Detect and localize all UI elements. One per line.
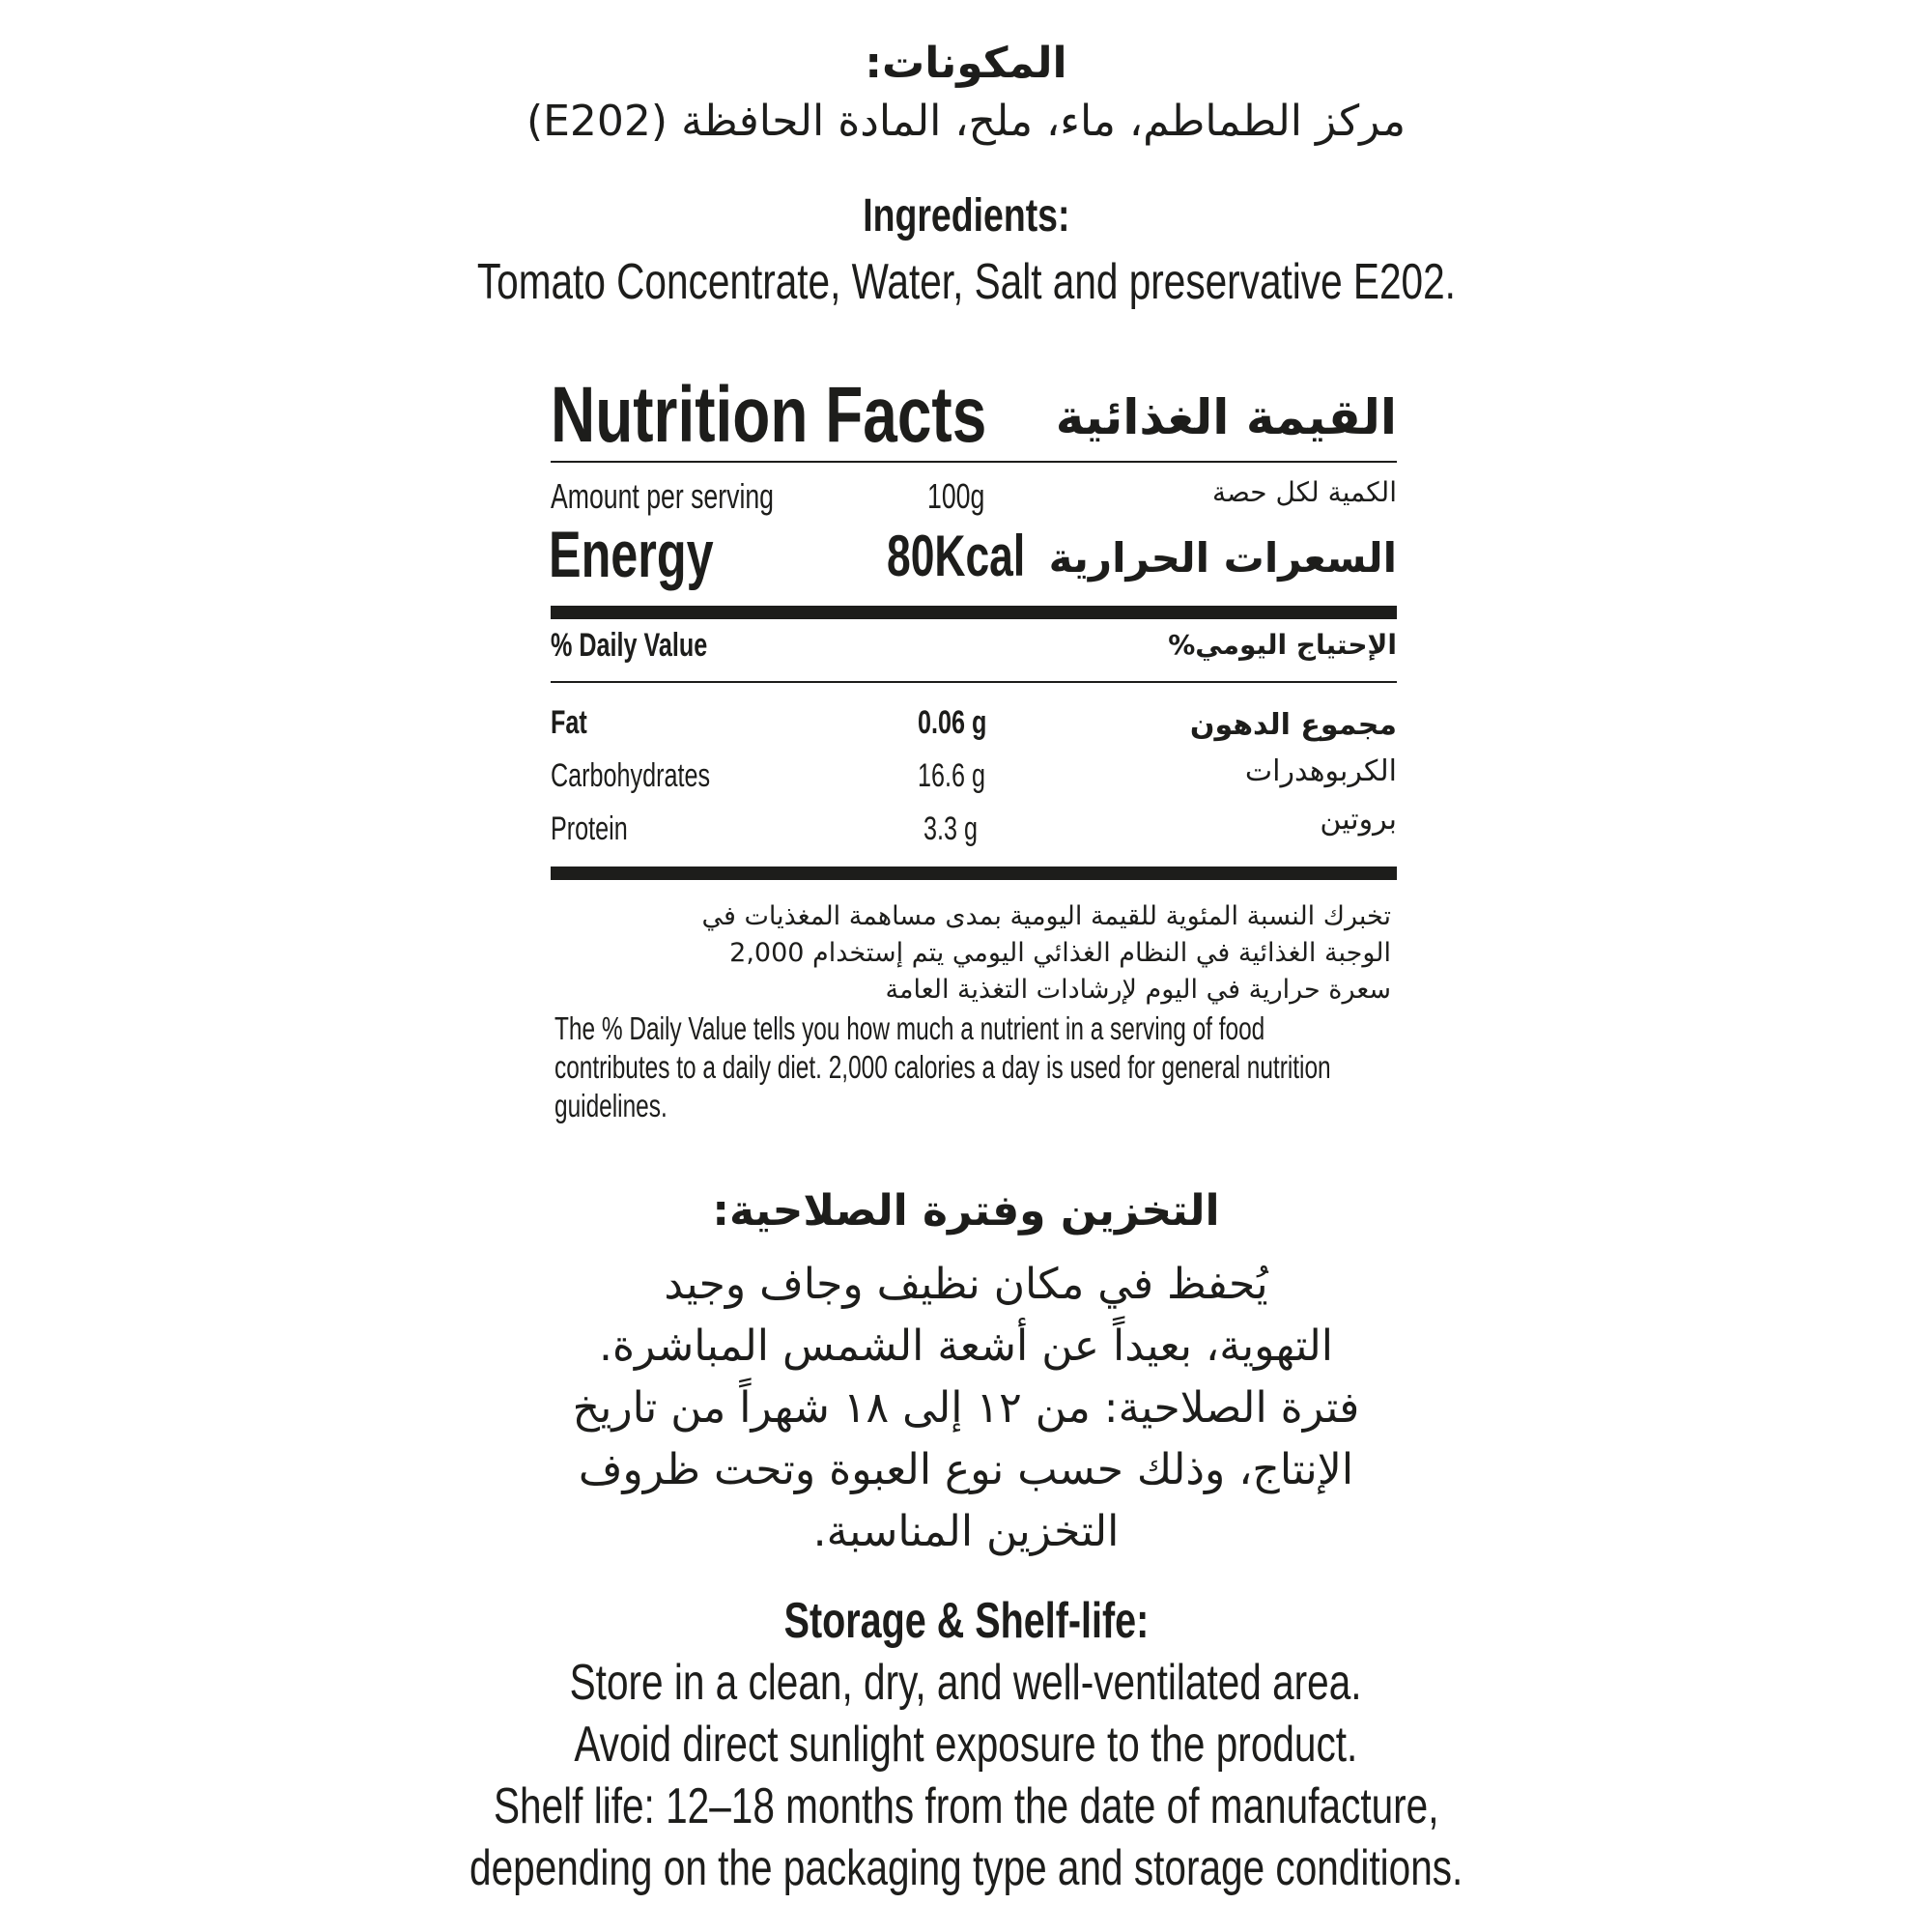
- storage-text-ar: يُحفظ في مكان نظيف وجاف وجيد التهوية، بعيداً عن أشعة الشمس المباشرة. فترة الصلاحية: من ١٢ إلى ١٨ شهراً من تاريخ الإنتاج، وذلك حسب نوع العبوة وتحت ظروف التخزين المناسبة.: [572, 1260, 1360, 1556]
- divider-thick: [551, 867, 1397, 880]
- divider-thick: [551, 606, 1397, 619]
- storage-line-en: Shelf life: 12–18 months from the date of manufacture,: [493, 1778, 1439, 1834]
- ingredients-heading-ar: المكونات:: [865, 39, 1067, 88]
- nutrient-fat-value: 0.06 g: [918, 704, 987, 741]
- nutrient-protein-value: 3.3 g: [923, 810, 978, 847]
- serving-label-en: Amount per serving: [551, 476, 774, 516]
- nutrient-carbohydrates-label-en: Carbohydrates: [551, 757, 711, 794]
- nutrient-carbohydrates-label-ar: الكربوهدرات: [1244, 754, 1397, 788]
- energy-label-en: Energy: [549, 518, 714, 591]
- energy-label-ar: السعرات الحرارية: [1048, 534, 1397, 582]
- divider-thin: [551, 461, 1397, 463]
- storage-line-en: Store in a clean, dry, and well-ventilated area.: [570, 1655, 1362, 1711]
- daily-value-label-ar: الإحتياج اليومي%: [1168, 629, 1397, 661]
- serving-value: 100g: [927, 476, 985, 516]
- ingredients-text-ar: مركز الطماطم، ماء، ملح، المادة الحافظة (E202): [526, 97, 1406, 146]
- energy-value: 80Kcal: [887, 524, 1026, 588]
- storage-heading-ar: التخزين وفترة الصلاحية:: [712, 1186, 1220, 1236]
- nutrition-title-ar: القيمة الغذائية: [1055, 389, 1397, 445]
- nutrient-fat-label-en: Fat: [551, 704, 587, 741]
- nutrition-title-en: Nutrition Facts: [551, 371, 987, 459]
- nutrient-fat-label-ar: مجموع الدهون: [1189, 708, 1397, 742]
- daily-value-footnote-ar: تخبرك النسبة المئوية للقيمة اليومية بمدى مساهمة المغذيات في الوجبة الغذائية في النظام الغذائي اليومي يتم إستخدام 2,000 سعرة حرارية في اليوم لإرشادات التغذية العامة: [701, 901, 1391, 1005]
- daily-value-label-en: % Daily Value: [551, 627, 708, 664]
- storage-line-en: depending on the packaging type and storage conditions.: [469, 1840, 1463, 1896]
- divider-thin: [551, 681, 1397, 683]
- nutrient-carbohydrates-value: 16.6 g: [918, 757, 985, 794]
- nutrient-protein-label-en: Protein: [551, 810, 628, 847]
- ingredients-text-en: Tomato Concentrate, Water, Salt and preservative E202.: [476, 254, 1456, 310]
- ingredients-heading-en: Ingredients:: [862, 190, 1070, 242]
- nutrient-protein-label-ar: بروتين: [1320, 803, 1397, 837]
- daily-value-footnote-en: The % Daily Value tells you how much a nutrient in a serving of food contributes to a daily diet. 2,000 calories a day is used for general nutrition guidelines.: [554, 1010, 1331, 1123]
- nutrition-facts-panel: [551, 372, 1397, 1125]
- storage-line-en: Avoid direct sunlight exposure to the product.: [574, 1717, 1358, 1773]
- storage-heading-en: Storage & Shelf-life:: [783, 1593, 1149, 1649]
- serving-label-ar: الكمية لكل حصة: [1211, 476, 1397, 508]
